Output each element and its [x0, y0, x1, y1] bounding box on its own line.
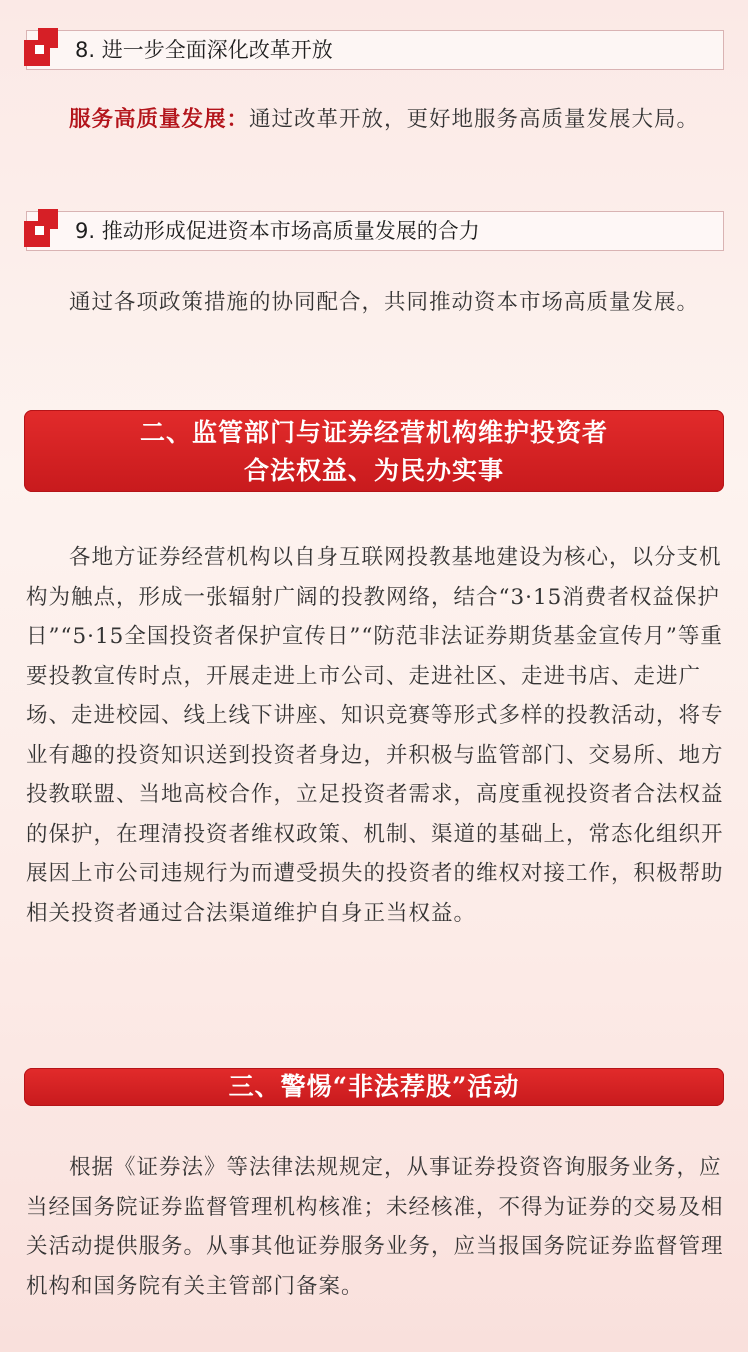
item-9-header	[26, 211, 724, 251]
section-2-banner	[24, 410, 724, 492]
section-2-body: 各地方证券经营机构以自身互联网投教基地建设为核心，以分支机构为触点，形成一张辐射广阔的投教网络，结合“3·15消费者权益保护日”“5·15全国投资者保护宣传日”“防范非法证券期货基金宣传月”等重要投教宣传时点，开展走进上市公司、走进社区、走进书店、走进广场、走进校园、线上线下讲座、知识竞赛等形式多样的投教活动，将专业有趣的投资知识送到投资者身边，并积极与监管部门、交易所、地方投教联盟、当地高校合作，立足投资者需求，高度重视投资者合法权益的保护，在理清投资者维权政策、机制、渠道的基础上，常态化组织开展因上市公司违规行为而遭受损失的投资者的维权对接工作，积极帮助相关投资者通过合法渠道维护自身正当权益。	[26, 545, 724, 926]
item-8-paragraph	[26, 102, 726, 138]
section-3-body: 根据《证券法》等法律法规规定，从事证券投资咨询服务业务，应当经国务院证券监督管理机构核准；未经核准，不得为证券的交易及相关活动提供服务。从事其他证券服务业务，应当报国务院证券监督管理机构和国务院有关主管部门备案。	[26, 1155, 724, 1299]
emphasis-label: 服务高质量发展：	[69, 107, 250, 132]
item-9-paragraph: 通过各项政策措施的协同配合，共同推动资本市场高质量发展。	[69, 290, 700, 315]
item-8-header	[26, 30, 724, 70]
red-squares-icon	[24, 209, 64, 249]
section-3-title: 三、警惕“非法荐股”活动	[228, 1072, 520, 1101]
item-8-text: 通过改革开放，更好地服务高质量发展大局。	[249, 107, 700, 132]
item-8-title: 8. 进一步全面深化改革开放	[75, 38, 333, 62]
section-2-title-line-1: 二、监管部门与证券经营机构维护投资者	[139, 418, 608, 447]
red-squares-icon	[24, 28, 64, 68]
item-9-title: 9. 推动形成促进资本市场高质量发展的合力	[75, 219, 480, 243]
section-3-banner	[24, 1068, 724, 1106]
section-2-title-line-2: 合法权益、为民办实事	[243, 456, 504, 485]
